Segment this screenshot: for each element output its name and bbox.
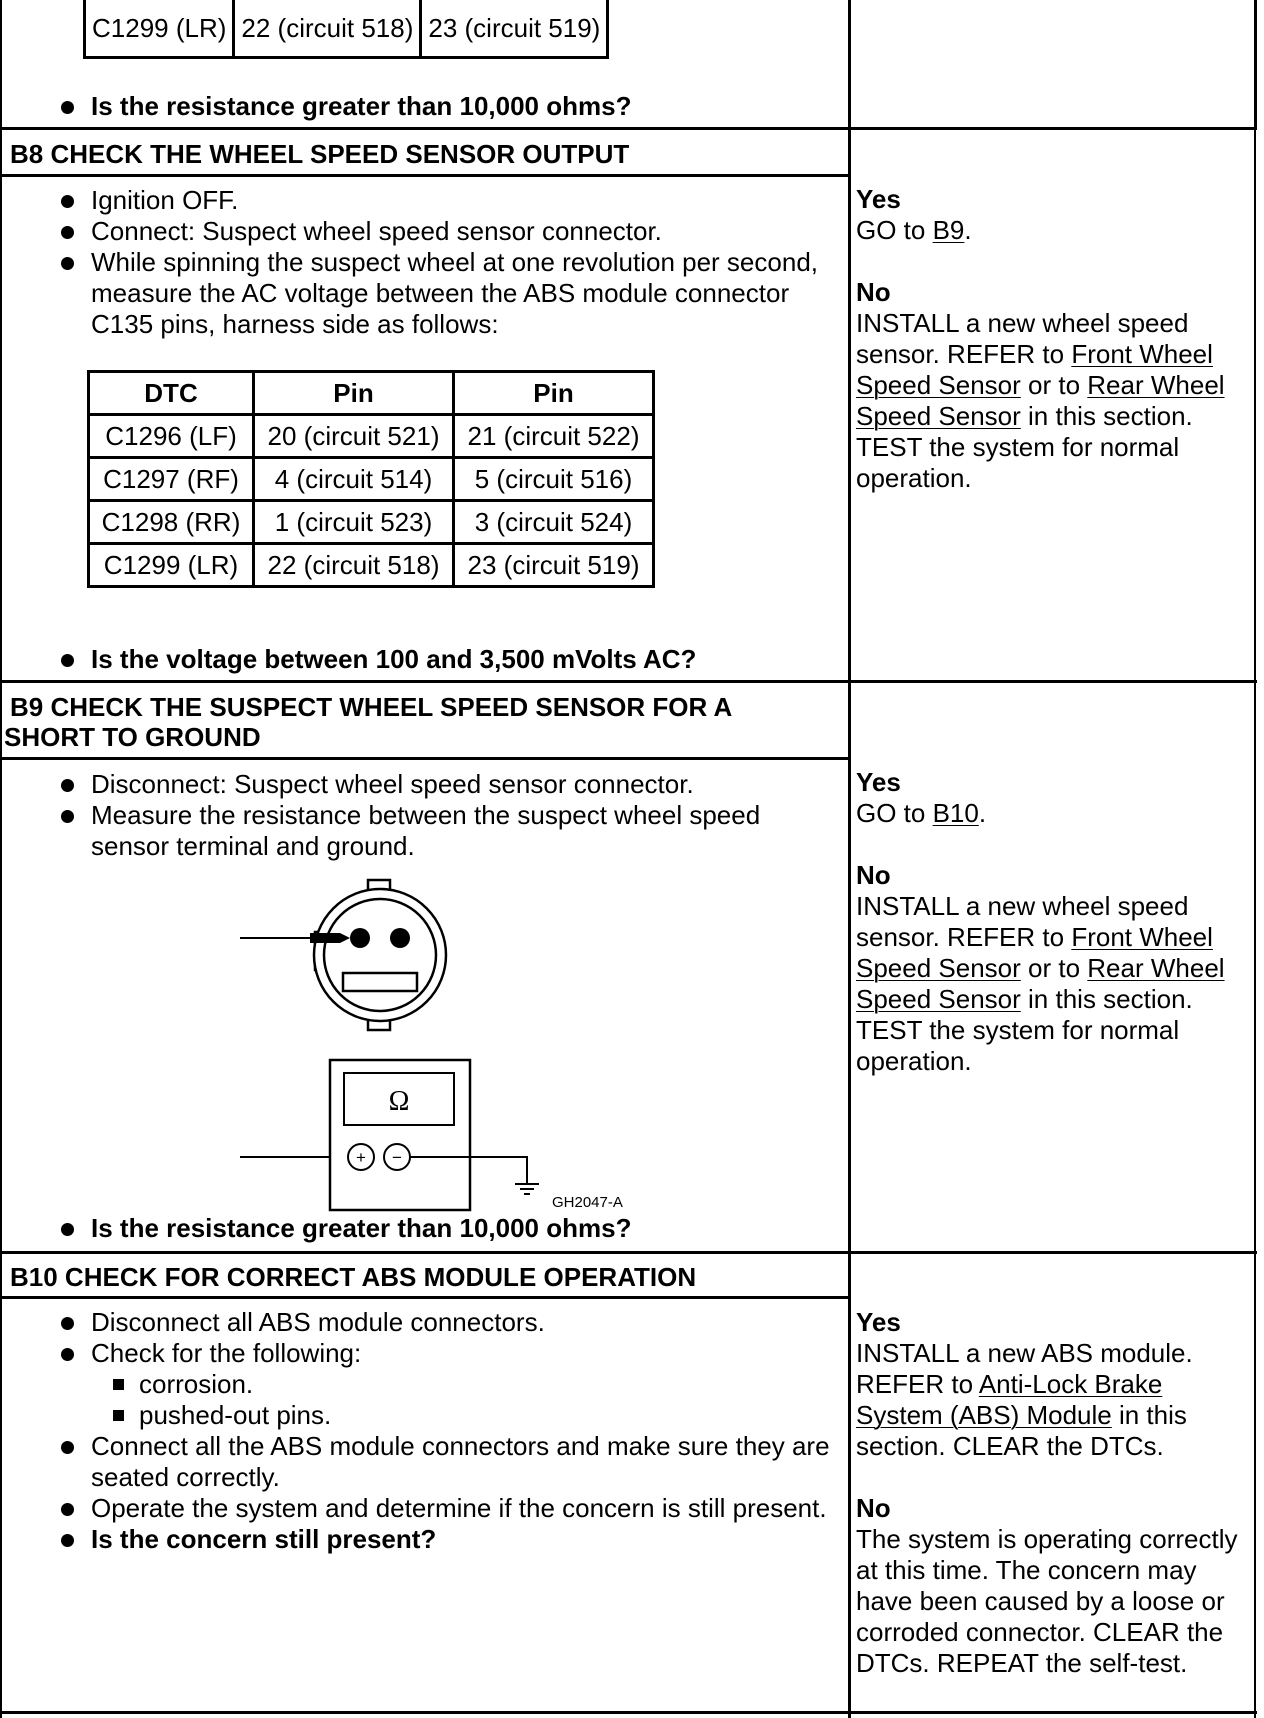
table-cell: 21 (circuit 522) <box>454 415 654 458</box>
left-border <box>0 0 2 1718</box>
plus-symbol: + <box>356 1148 366 1167</box>
ohmmeter-icon <box>330 1060 470 1210</box>
yes-label: Yes <box>856 767 901 797</box>
sub-item: pushed-out pins. <box>55 1400 845 1431</box>
bottom-border <box>0 1711 1257 1714</box>
yes-label: Yes <box>856 1307 901 1337</box>
header-underline <box>0 1296 851 1299</box>
b8-question-list <box>55 644 835 675</box>
header-underline <box>0 757 851 760</box>
step: Ignition OFF. <box>55 185 835 216</box>
figure-code: GH2047-A <box>552 1194 623 1211</box>
b9-header-line1: B9 CHECK THE SUSPECT WHEEL SPEED SENSOR FOR A <box>10 692 733 722</box>
link-abs-module[interactable]: Anti-Lock Brake System (ABS) Module <box>856 1369 1163 1430</box>
step: Disconnect: Suspect wheel speed sensor connector. <box>55 769 835 800</box>
yes-action <box>856 215 1256 246</box>
sensor-connector-icon <box>314 880 446 1030</box>
yes-text-end: . <box>964 215 972 245</box>
yes-text: GO to <box>856 798 933 828</box>
table-cell: C1299 (LR) <box>89 544 254 587</box>
sub-item: corrosion. <box>55 1369 845 1400</box>
b8-header: B8 CHECK THE WHEEL SPEED SENSOR OUTPUT <box>10 139 630 169</box>
yes-text-end: . <box>978 798 987 828</box>
b9-steps <box>55 769 835 862</box>
question: Is the resistance greater than 10,000 ohms? <box>55 1213 835 1244</box>
b10-header: B10 CHECK FOR CORRECT ABS MODULE OPERATION <box>10 1262 697 1292</box>
no-label: No <box>856 860 891 890</box>
question: Is the concern still present? <box>55 1524 845 1555</box>
no-text-mid: or to <box>1020 953 1088 983</box>
table-cell: C1296 (LF) <box>89 415 254 458</box>
table-row <box>89 458 654 501</box>
table-cell: 3 (circuit 524) <box>454 501 654 544</box>
table-cell: C1299 (LR) <box>85 0 234 58</box>
terminal-pin-icon <box>350 928 370 948</box>
step: Operate the system and determine if the concern is still present. <box>55 1493 845 1524</box>
table-cell: C1297 (RF) <box>89 458 254 501</box>
no-label: No <box>856 277 891 307</box>
b8-pin-table <box>87 370 655 588</box>
header-underline <box>0 174 851 177</box>
top-question-list <box>55 91 835 122</box>
question: Is the resistance greater than 10,000 ohms? <box>55 91 835 122</box>
table-cell: C1298 (RR) <box>89 501 254 544</box>
yes-text: GO to <box>856 215 933 245</box>
b10-response <box>856 1307 1251 1679</box>
table-cell: 1 (circuit 523) <box>254 501 454 544</box>
yes-action <box>856 798 1256 829</box>
no-action: The system is operating correctly at this time. The concern may have been caused by a loose or corroded connector. CLEAR the DTCs. REPEAT the self-test. <box>856 1524 1238 1678</box>
b9-response <box>856 767 1256 1077</box>
step-text: Check for the following: <box>91 1338 362 1368</box>
b8-steps <box>55 185 835 340</box>
no-text-end: in this section. TEST the system for normal operation. <box>856 984 1193 1076</box>
terminal-pin-icon <box>390 928 410 948</box>
table-row <box>85 0 608 58</box>
section-divider <box>0 127 1257 130</box>
column-header: Pin <box>254 372 454 415</box>
yes-label: Yes <box>856 184 901 214</box>
link-front-wheel-speed-sensor[interactable]: Front Wheel Speed Sensor <box>856 339 1213 400</box>
table-cell: 23 (circuit 519) <box>454 544 654 587</box>
no-text-mid: or to <box>1020 370 1088 400</box>
top-pin-table <box>83 0 609 59</box>
link-rear-wheel-speed-sensor[interactable]: Rear Wheel Speed Sensor <box>856 370 1225 431</box>
no-text: INSTALL a new wheel speed sensor. REFER to <box>856 891 1189 952</box>
yes-text-end: in this section. CLEAR the DTCs. <box>856 1400 1187 1461</box>
table-cell: 23 (circuit 519) <box>421 0 608 58</box>
step: Connect: Suspect wheel speed sensor connector. <box>55 216 835 247</box>
section-divider <box>0 1251 1257 1254</box>
column-header: Pin <box>454 372 654 415</box>
yes-action <box>856 1338 1251 1462</box>
column-header: DTC <box>89 372 254 415</box>
step: Measure the resistance between the suspect wheel speed sensor terminal and ground. <box>55 800 835 862</box>
no-text: INSTALL a new wheel speed sensor. REFER to <box>856 308 1189 369</box>
table-row <box>89 415 654 458</box>
step <box>55 1338 845 1431</box>
minus-symbol: − <box>392 1148 402 1167</box>
ground-icon <box>515 1184 539 1194</box>
no-action <box>856 891 1256 1077</box>
b8-response <box>856 184 1256 494</box>
table-header-row <box>89 372 654 415</box>
b9-header-line2: SHORT TO GROUND <box>4 722 261 752</box>
b9-question-list <box>55 1213 835 1244</box>
ohm-symbol: Ω <box>388 1086 410 1117</box>
step-link-b10[interactable]: B10 <box>932 798 979 828</box>
no-action <box>856 308 1256 494</box>
step: Connect all the ABS module connectors and make sure they are seated correctly. <box>55 1431 845 1493</box>
link-rear-wheel-speed-sensor[interactable]: Rear Wheel Speed Sensor <box>856 953 1225 1014</box>
step-link-b9[interactable]: B9 <box>932 215 965 245</box>
table-cell: 22 (circuit 518) <box>254 544 454 587</box>
table-cell: 22 (circuit 518) <box>234 0 421 58</box>
column-divider <box>848 0 851 1718</box>
ohmmeter-diagram <box>240 870 660 1215</box>
step: Disconnect all ABS module connectors. <box>55 1307 845 1338</box>
check-sublist <box>55 1369 845 1431</box>
table-row <box>89 501 654 544</box>
table-row <box>89 544 654 587</box>
section-divider <box>0 680 1257 683</box>
question: Is the voltage between 100 and 3,500 mVolts AC? <box>55 644 835 675</box>
table-cell: 5 (circuit 516) <box>454 458 654 501</box>
link-front-wheel-speed-sensor[interactable]: Front Wheel Speed Sensor <box>856 922 1213 983</box>
b10-steps <box>55 1307 845 1555</box>
table-cell: 4 (circuit 514) <box>254 458 454 501</box>
yes-text: INSTALL a new ABS module. REFER to <box>856 1338 1193 1399</box>
no-text-end: in this section. TEST the system for normal operation. <box>856 401 1193 493</box>
step: While spinning the suspect wheel at one revolution per second, measure the AC voltage between the ABS module connector C135 pins, harness side as follows: <box>55 247 835 340</box>
table-cell: 20 (circuit 521) <box>254 415 454 458</box>
no-label: No <box>856 1493 891 1523</box>
right-border <box>1254 0 1257 130</box>
